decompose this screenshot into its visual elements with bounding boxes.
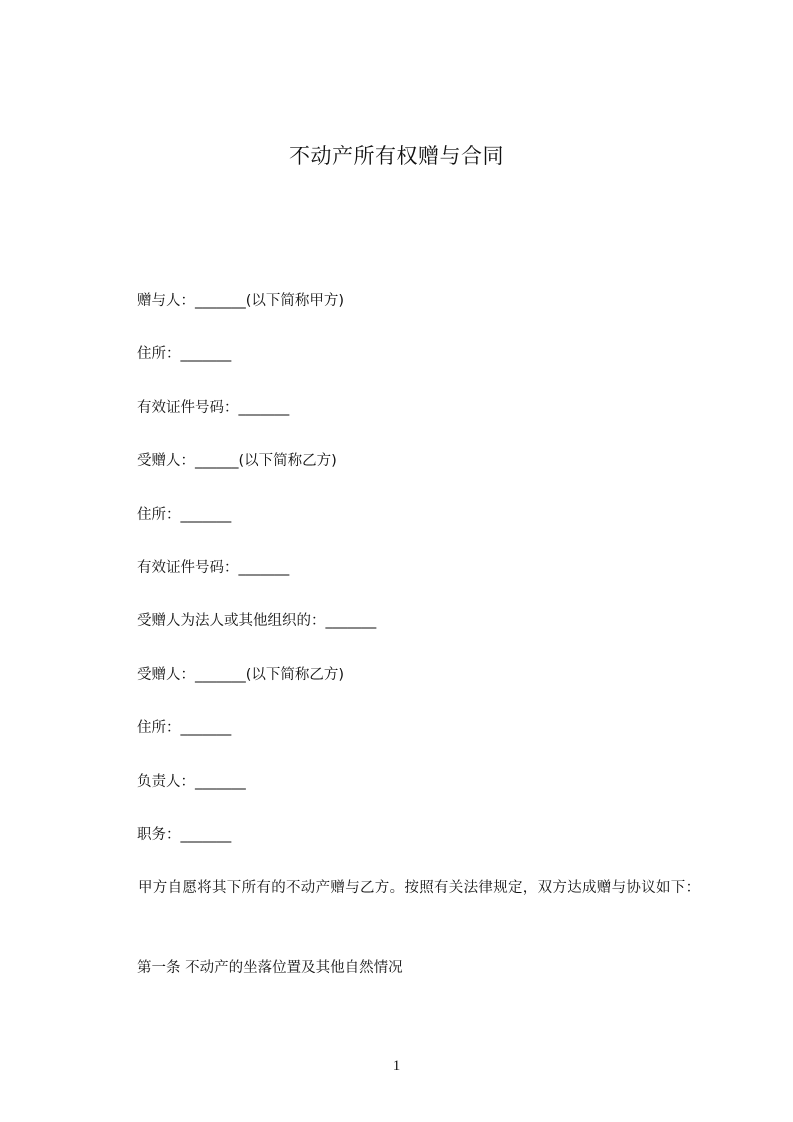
intro-paragraph: 甲方自愿将其下所有的不动产赠与乙方。按照有关法律规定，双方达成赠与协议如下：: [138, 880, 701, 896]
donee-organization-line: 受赠人为法人或其他组织的：_______: [137, 613, 377, 629]
article-one-heading: 第一条 不动产的坐落位置及其他自然情况: [137, 960, 403, 976]
responsible-person-line: 负责人：_______: [137, 774, 246, 790]
donor-line: 赠与人：_______(以下简称甲方): [137, 293, 345, 309]
organization-address-line: 住所：_______: [137, 720, 232, 736]
donee-address-line: 住所：_______: [137, 507, 232, 523]
donee-line: 受赠人：______(以下简称乙方): [137, 453, 337, 469]
organization-donee-line: 受赠人：_______(以下简称乙方): [137, 667, 345, 683]
donee-id-line: 有效证件号码：_______: [137, 560, 290, 576]
position-line: 职务：_______: [137, 827, 232, 843]
document-title: 不动产所有权赠与合同: [289, 144, 504, 168]
page-number: 1: [392, 1058, 401, 1074]
donor-id-line: 有效证件号码：_______: [137, 400, 290, 416]
donor-address-line: 住所：_______: [137, 346, 232, 362]
